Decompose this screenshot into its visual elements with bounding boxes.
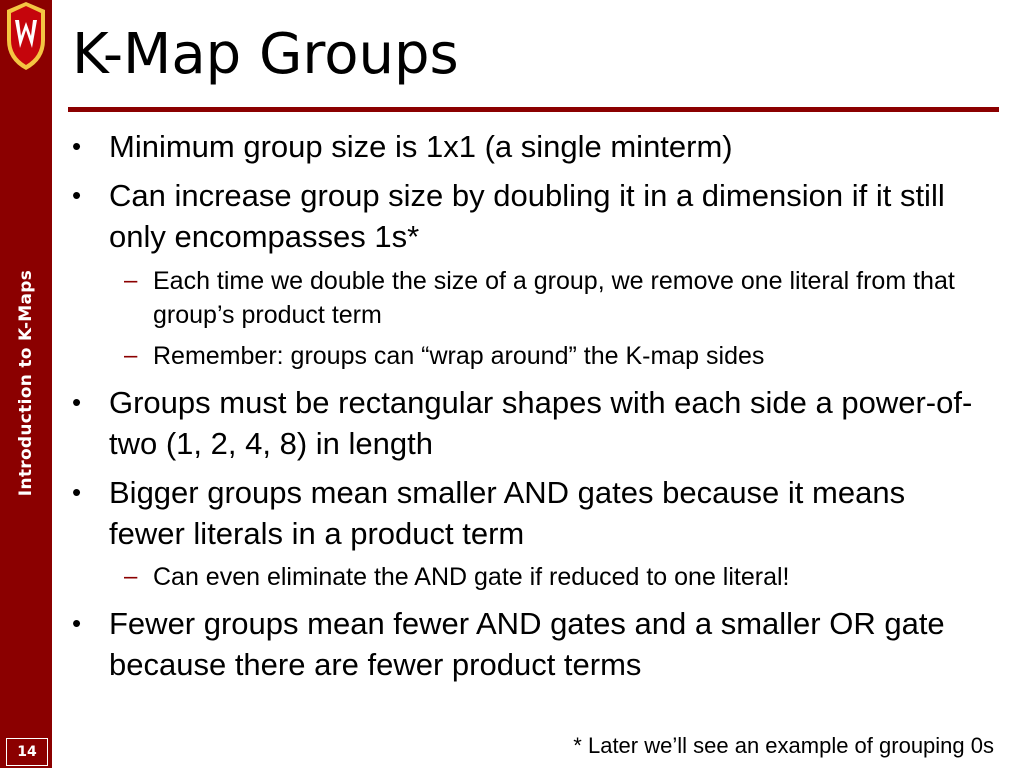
sub-bullet-dash-icon: – (124, 563, 138, 590)
slide-title: K-Map Groups (72, 22, 459, 87)
sub-bullet-dash-icon: – (124, 267, 138, 294)
title-divider (68, 107, 999, 112)
sidebar-vertical-title: Introduction to K-Maps (16, 269, 36, 497)
bullet-item: Groups must be rectangular shapes with each side a power-of-two (1, 2, 4, 8) in length (109, 385, 973, 461)
sub-bullet-dash-icon: – (124, 342, 138, 369)
sidebar (0, 0, 52, 768)
footnote: * Later we’ll see an example of grouping 0s (573, 733, 994, 758)
bullet-icon: • (72, 477, 82, 507)
bullet-item: Bigger groups mean smaller AND gates because it means fewer literals in a product term (109, 475, 906, 551)
sub-bullet-item: Can even eliminate the AND gate if reduced to one literal! (153, 563, 790, 591)
slide-number: 14 (6, 738, 48, 766)
bullet-icon: • (72, 180, 82, 210)
sub-bullet-item: Remember: groups can “wrap around” the K-map sides (153, 342, 765, 370)
bullet-item: Can increase group size by doubling it in a dimension if it still only encompasses 1s* (109, 178, 945, 254)
university-crest-icon (3, 0, 49, 72)
bullet-icon: • (72, 387, 82, 417)
bullet-item: Minimum group size is 1x1 (a single minterm) (109, 129, 733, 164)
bullet-icon: • (72, 131, 82, 161)
bullet-icon: • (72, 608, 82, 638)
sub-bullet-item: Each time we double the size of a group, we remove one literal from that group’s product term (153, 267, 955, 329)
bullet-item: Fewer groups mean fewer AND gates and a smaller OR gate because there are fewer product terms (109, 606, 945, 682)
